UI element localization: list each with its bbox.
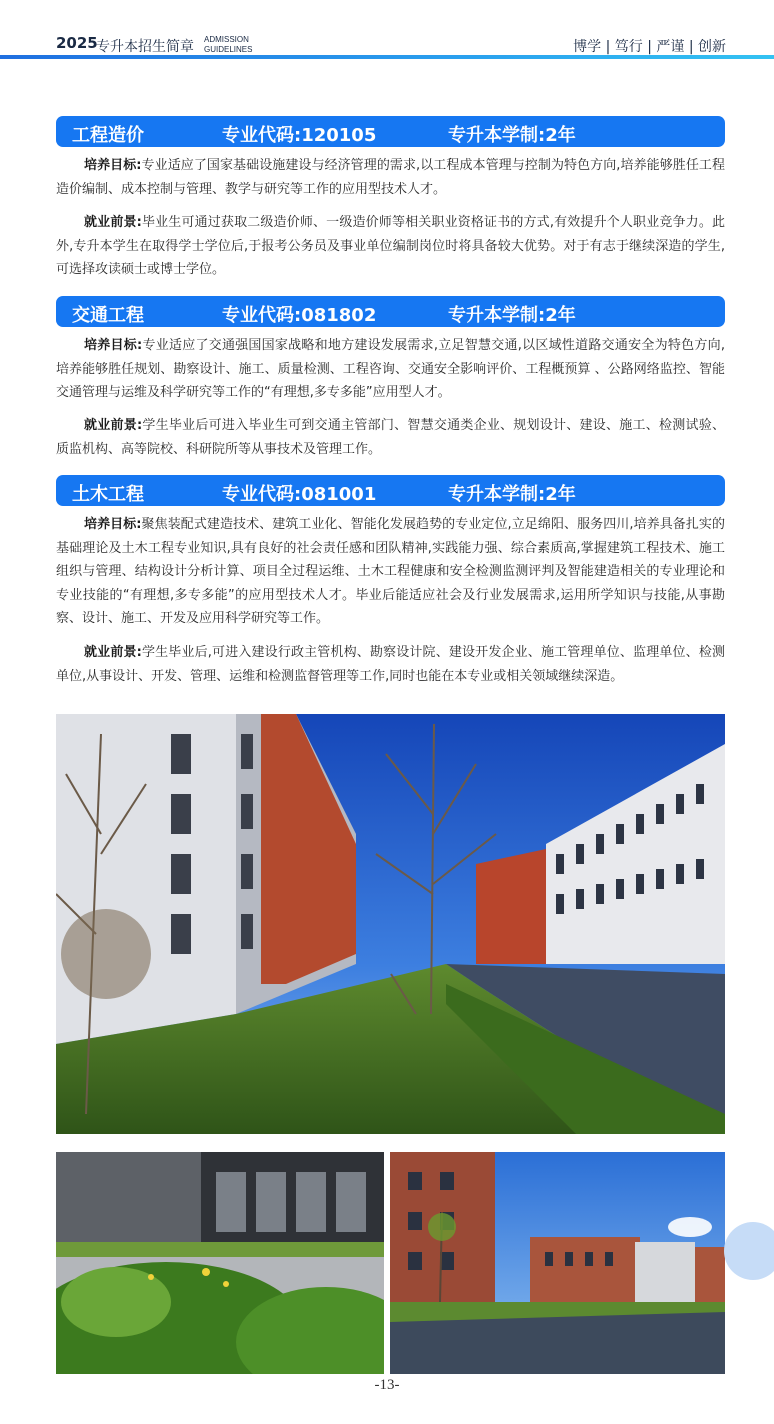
career-prospect-label: 就业前景: — [84, 645, 142, 660]
training-goal-paragraph — [56, 334, 725, 405]
training-goal-label: 培养目标: — [84, 338, 143, 353]
decorative-circle — [724, 1222, 774, 1280]
section-bar-civil-engineering — [56, 475, 725, 506]
training-goal-paragraph — [56, 154, 725, 201]
career-prospect-text: 毕业生可通过获取二级造价师、一级造价师等相关职业资格证书的方式,有效提升个人职业竞争力。此外,专升本学生在取得学士学位后,于报考公务员及事业单位编制岗位时将具备较大优势。对于有志于继续深造的学生,可选择攻读硕士或博士学位。 — [56, 215, 725, 277]
header-year: 2025 — [56, 34, 98, 52]
section-bar-traffic-engineering — [56, 296, 725, 327]
major-duration: 专升本学制:2年 — [448, 484, 576, 505]
training-goal-text: 聚焦装配式建造技术、建筑工业化、智能化发展趋势的专业定位,立足绵阳、服务四川,培养具备扎实的基础理论及土木工程专业知识,具有良好的社会责任感和团队精神,实践能力强、综合素质高,掌握建筑工程技术、施工组织与管理、结构设计分析计算、项目全过程运维、土木工程健康和安全检测监测评判及智能建造相关的专业理论和专业技能的“有理想,多专多能”的应用型技术人才。毕业后能适应社会及行业发展需求,运用所学知识与技能,从事勘察、设计、施工、开发及应用科学研究等工作。 — [56, 517, 725, 626]
career-prospect-text: 学生毕业后可进入毕业生可到交通主管部门、智慧交通类企业、规划设计、建设、施工、检测试验、质监机构、高等院校、科研院所等从事技术及管理工作。 — [56, 418, 725, 457]
career-prospect-label: 就业前景: — [84, 418, 143, 433]
major-duration: 专升本学制:2年 — [448, 125, 576, 146]
header-english-title: ADMISSION GUIDELINES — [204, 35, 253, 54]
campus-photo-garden — [56, 1152, 384, 1374]
page-header — [0, 0, 774, 62]
header-title: 专升本招生简章 — [96, 39, 194, 55]
training-goal-label: 培养目标: — [84, 158, 142, 173]
section-bar-engineering-cost — [56, 116, 725, 147]
major-code: 专业代码:081802 — [222, 305, 377, 326]
major-name: 工程造价 — [72, 125, 144, 146]
major-name: 交通工程 — [72, 305, 144, 326]
training-goal-text: 专业适应了国家基础设施建设与经济管理的需求,以工程成本管理与控制为特色方向,培养能够胜任工程造价编制、成本控制与管理、教学与研究等工作的应用型技术人才。 — [56, 158, 725, 197]
career-prospect-paragraph — [56, 641, 725, 688]
career-prospect-paragraph — [56, 211, 725, 282]
campus-photo-main — [56, 714, 725, 1134]
career-prospect-label: 就业前景: — [84, 215, 142, 230]
major-code: 专业代码:120105 — [222, 125, 377, 146]
career-prospect-paragraph — [56, 414, 725, 461]
training-goal-paragraph — [56, 513, 725, 631]
major-duration: 专升本学制:2年 — [448, 305, 576, 326]
training-goal-text: 专业适应了交通强国国家战略和地方建设发展需求,立足智慧交通,以区域性道路交通安全为特色方向,培养能够胜任规划、勘察设计、施工、质量检测、工程咨询、交通安全影响评价、工程概预算 、公路网络监控、智能交通管理与运维及科学研究等工作的“有理想,多专多能”应用型人才。 — [56, 338, 726, 400]
training-goal-label: 培养目标: — [84, 517, 142, 532]
header-motto: 博学 | 笃行 | 严谨 | 创新 — [573, 39, 726, 55]
career-prospect-text: 学生毕业后,可进入建设行政主管机构、勘察设计院、建设开发企业、施工管理单位、监理单位、检测单位,从事设计、开发、管理、运维和检测监督管理等工作,同时也能在本专业或相关领域继续深造。 — [56, 645, 725, 684]
major-name: 土木工程 — [72, 484, 144, 505]
header-divider — [0, 55, 774, 59]
page-number: -13- — [374, 1377, 400, 1393]
major-code: 专业代码:081001 — [222, 484, 377, 505]
campus-photo-buildings — [390, 1152, 725, 1374]
